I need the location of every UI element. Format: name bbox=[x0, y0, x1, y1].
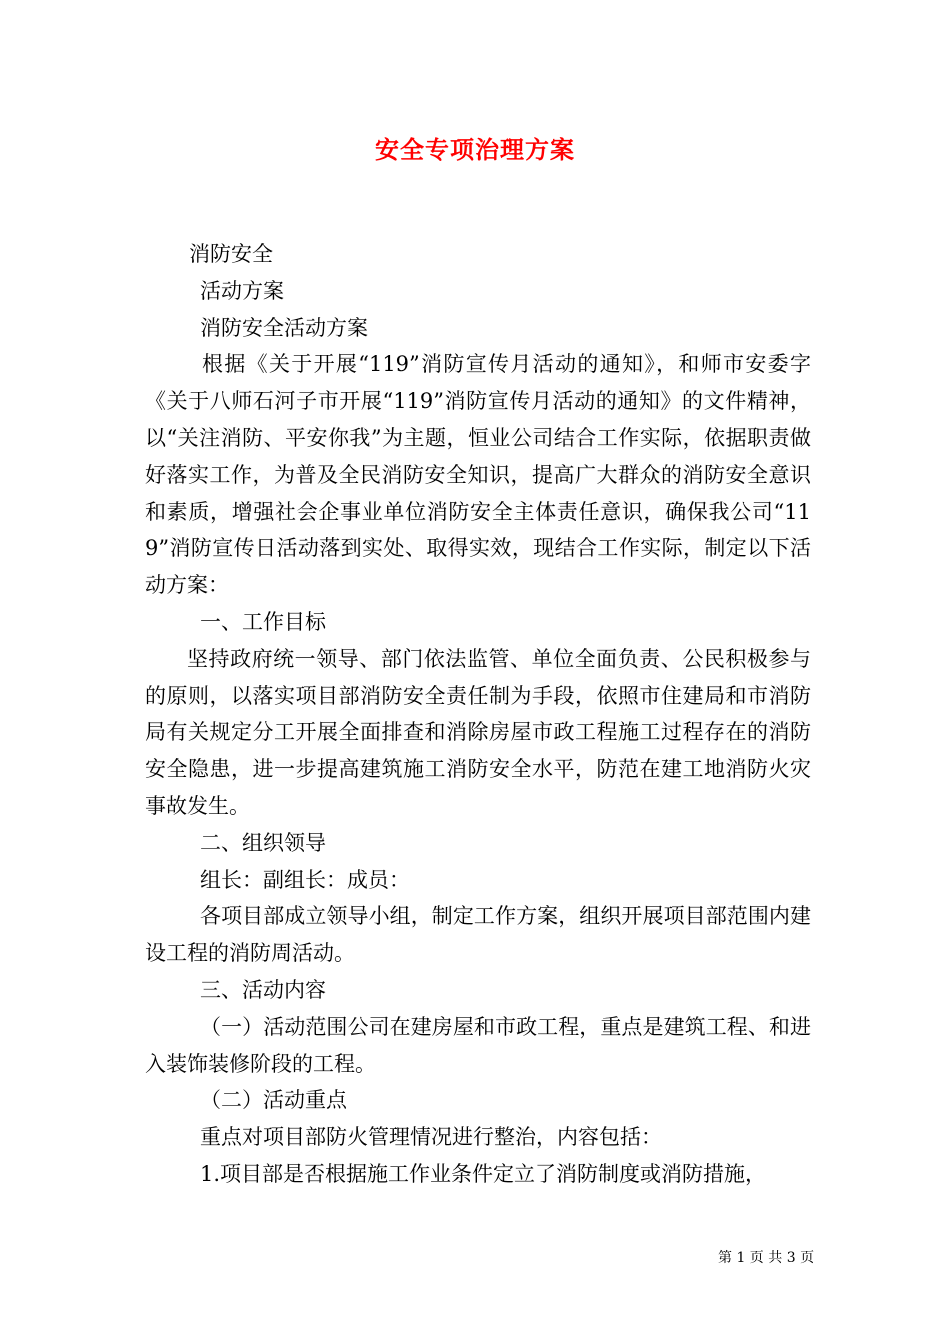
paragraph-activity-scope: （一）活动范围公司在建房屋和市政工程，重点是建筑工程、和进入装饰装修阶段的工程。 bbox=[145, 1014, 811, 1076]
paragraph-intro: 根据《关于开展“119”消防宣传月活动的通知》，和师市安委字《关于八师石河子市开展“119”消防宣传月活动的通知》的文件精神，以“关注消防、平安你我”为主题，恒业公司结合工作实际，依据职责做好落实工作，为普及全民消防安全知识，提高广大群众的消防安全意识和素质，增强社会企事业单位消防安全主体责任意识，确保我公司“119”消防宣传日活动落到实处、取得实效，现结合工作实际，制定以下活动方案： bbox=[145, 352, 811, 598]
heading-organization: 二、组织领导 bbox=[200, 830, 326, 855]
heading-work-goals: 一、工作目标 bbox=[200, 609, 326, 634]
paragraph-item-1: 1.项目部是否根据施工作业条件定立了消防制度或消防措施， bbox=[200, 1161, 767, 1186]
paragraph-subtitle: 消防安全活动方案 bbox=[200, 315, 368, 340]
paragraph-activity-focus: 重点对项目部防火管理情况进行整治，内容包括： bbox=[200, 1125, 662, 1150]
heading-activity-content: 三、活动内容 bbox=[200, 977, 326, 1002]
page-indicator: 第 1 页 共 3 页 bbox=[718, 1250, 815, 1266]
document-body bbox=[145, 236, 811, 1193]
document-title: 安全专项治理方案 bbox=[375, 135, 575, 164]
paragraph-organization: 各项目部成立领导小组，制定工作方案，组织开展项目部范围内建设工程的消防周活动。 bbox=[145, 904, 811, 966]
paragraph-section-heading-1: 消防安全 bbox=[189, 242, 273, 266]
heading-activity-focus: （二）活动重点 bbox=[200, 1088, 347, 1113]
paragraph-members: 组长：副组长：成员： bbox=[200, 867, 410, 892]
paragraph-work-goals: 坚持政府统一领导、部门依法监管、单位全面负责、公民积极参与的原则，以落实项目部消防安全责任制为手段，依照市住建局和市消防局有关规定分工开展全面排查和消除房屋市政工程施工过程存在的消防安全隐患，进一步提高建筑施工消防安全水平，防范在建工地消防火灾事故发生。 bbox=[145, 646, 811, 818]
paragraph-section-heading-2: 活动方案 bbox=[200, 278, 284, 303]
